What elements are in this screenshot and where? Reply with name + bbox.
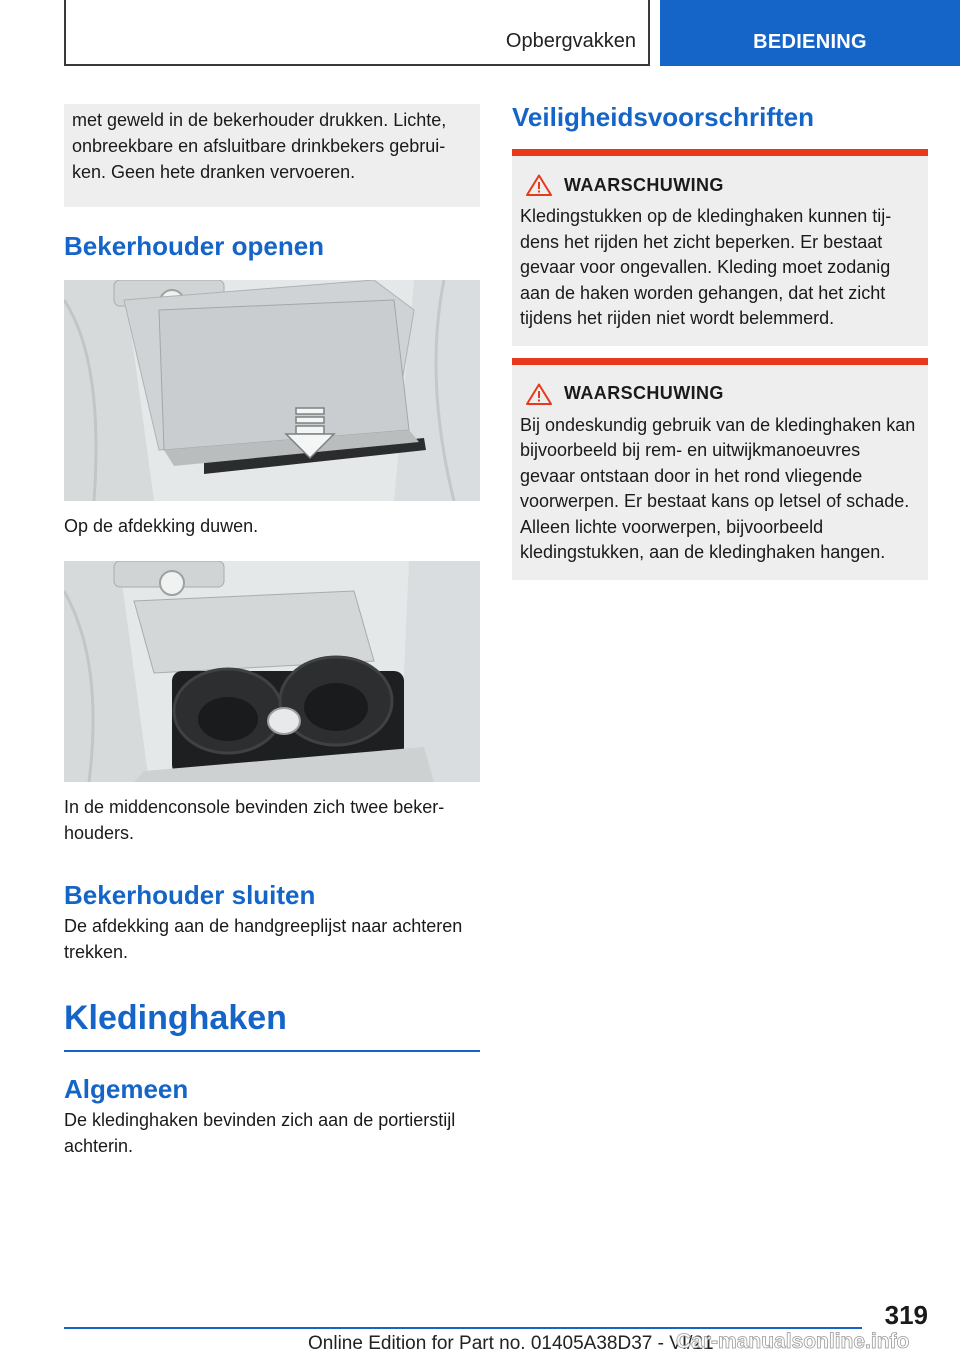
- footer-edition: Online Edition for Part no. 01405A38D37 - VI/21: [308, 1333, 714, 1354]
- heading-algemeen: Algemeen: [64, 1074, 189, 1104]
- warning-box-1: [512, 149, 928, 346]
- heading-veiligheidsvoorschriften: Veiligheidsvoorschriften: [512, 102, 814, 132]
- page-number: 319: [884, 1300, 928, 1330]
- warning-title-1: [526, 174, 920, 196]
- photo-cover-closed: [64, 280, 480, 501]
- warning-text-2: Bij ondeskundig gebruik van de kledinghaken kan bijvoorbeeld bij rem- en uitwijkmanoeuvres gevaar ontstaan door in het rond vliegende voorwerpen. Er bestaat kans op letsel of schade. Alleen lichte voorwerpen, bijvoorbeeld kledingstukken, aan de kledinghaken hangen.: [520, 414, 916, 562]
- photo-cupholders-open: [64, 561, 480, 782]
- watermark: Car-manualsonline.info: [676, 1330, 910, 1353]
- note-box: [64, 104, 480, 207]
- warning-title-2: [526, 383, 920, 405]
- header-section-title: Opbergvakken: [505, 30, 636, 52]
- warning-box-2: [512, 358, 928, 580]
- note-text: met geweld in de bekerhouder drukken. Lichte, onbreekbare en afsluitbare drinkbekers gebruiken. Geen hete dranken vervoeren.: [72, 110, 447, 182]
- header-tab[interactable]: [660, 0, 960, 66]
- caption-cupholders: In de middenconsole bevinden zich twee bekerhouders.: [64, 797, 445, 843]
- left-column: [64, 104, 480, 1159]
- header-tab-label: BEDIENING: [753, 31, 867, 53]
- warning-title-text: WAARSCHUWING: [564, 383, 724, 403]
- warning-triangle-icon: [526, 174, 552, 196]
- general-text: De kledinghaken bevinden zich aan de portierstijl achterin.: [64, 1110, 456, 1156]
- caption-push-cover: Op de afdekking duwen.: [64, 516, 259, 536]
- section-divider: [64, 1050, 480, 1052]
- heading-kledinghaken: Kledinghaken: [64, 999, 287, 1037]
- warning-text-1: Kledingstukken op de kledinghaken kunnen tijdens het rijden het zicht beperken. Er bestaat gevaar voor ongevallen. Kleding moet zodanig aan de haken worden gehangen, dat het zicht tijdens het rijden niet wordt belemmerd.: [520, 206, 892, 328]
- warning-title-text: WAARSCHUWING: [564, 174, 724, 195]
- heading-bekerhouder-sluiten: Bekerhouder sluiten: [64, 880, 316, 910]
- right-column: [512, 104, 928, 580]
- footer-divider: [64, 1327, 862, 1329]
- close-instructions: De afdekking aan de handgreeplijst naar achteren trekken.: [64, 916, 463, 962]
- heading-bekerhouder-openen: Bekerhouder openen: [64, 231, 325, 261]
- warning-triangle-icon: [526, 383, 552, 405]
